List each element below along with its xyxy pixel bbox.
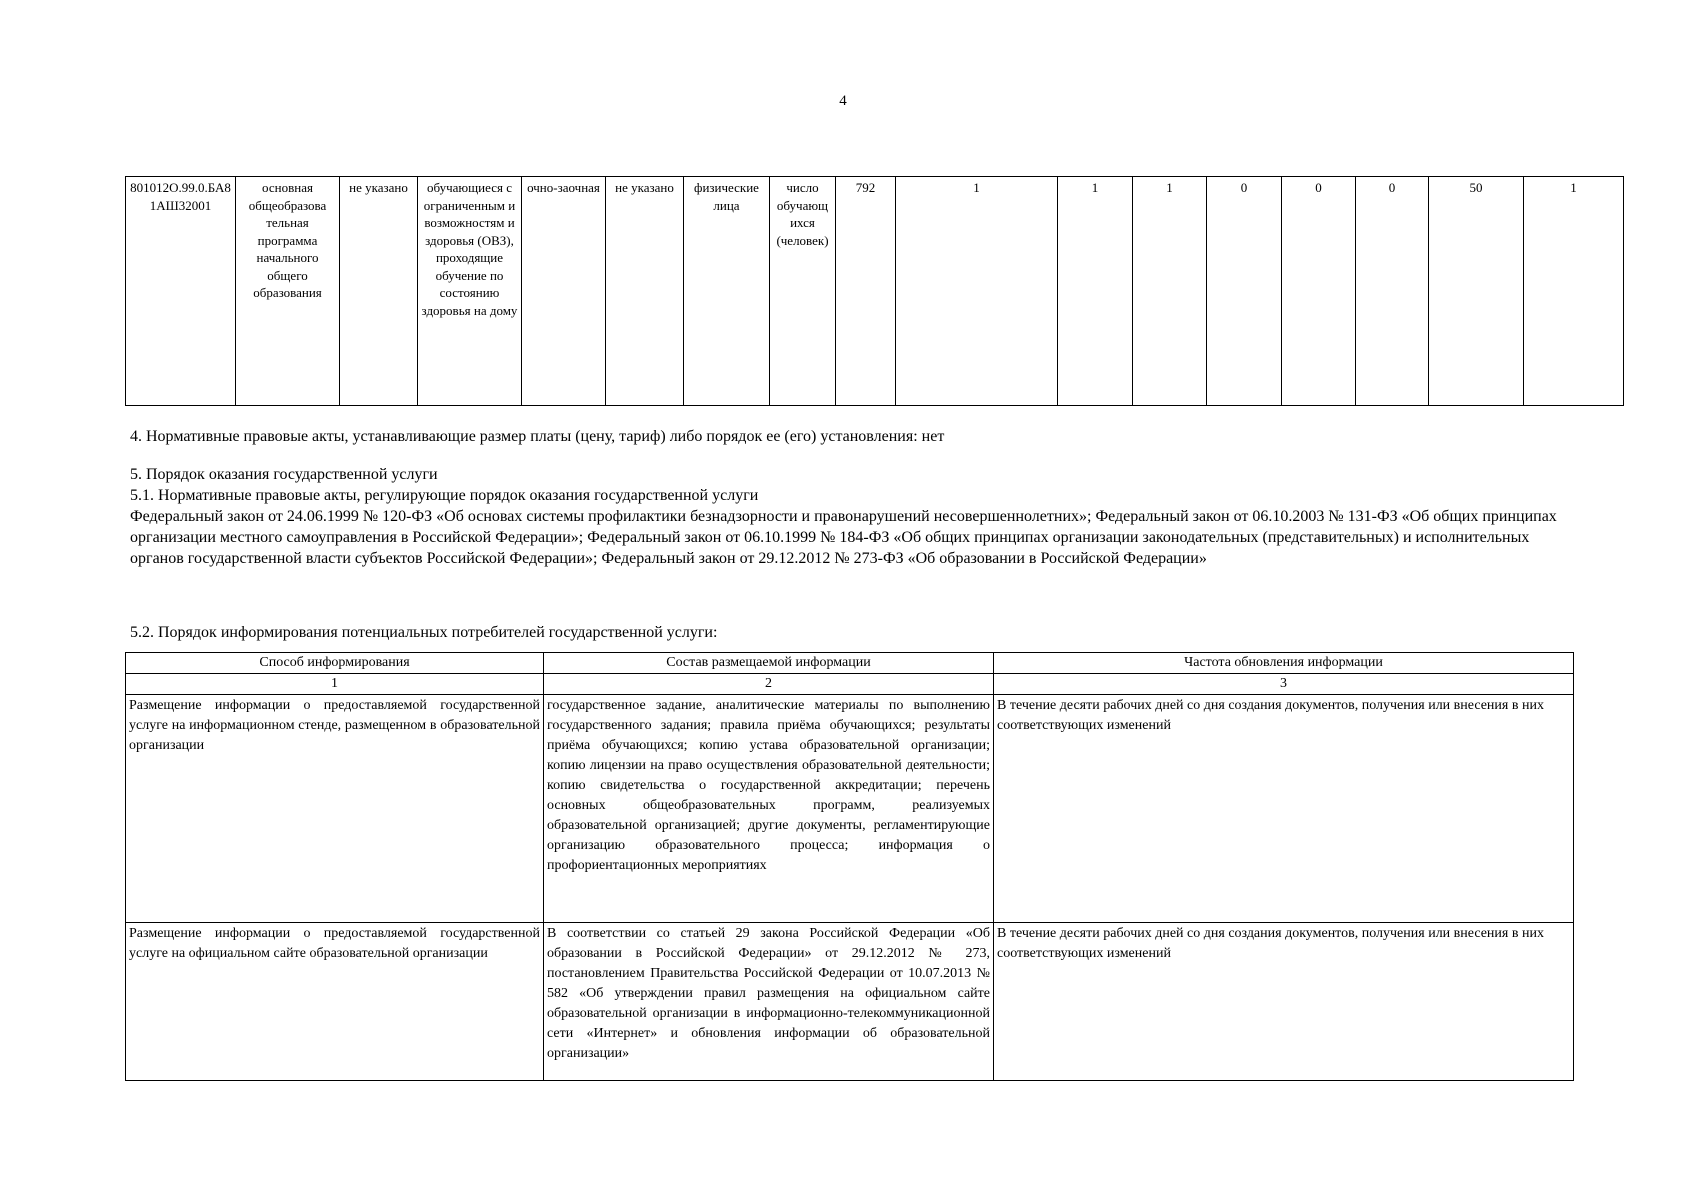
content-cell: государственное задание, аналитические материалы по выполнению государственного задания; правила приёма обучающихся; результаты приёма обучающихся; копию устава образовательной организации; копию лицензии на право осуществления образовательной деятельности; копию свидетельства о государственной аккредитации; перечень основных общеобразовательных программ, реализуемых образовательной организацией; другие документы, регламентирующие организацию образовательного процесса; информация о профориентационных мероприятиях: [544, 695, 994, 923]
table-cell: не указано: [606, 177, 684, 406]
value-cell: 1: [1524, 177, 1624, 406]
category-cell: обучающиеся с ограниченным и возможностям и здоровья (ОВЗ), проходящие обучение по состоянию здоровья на дому: [418, 177, 522, 406]
informing-table: [125, 652, 1574, 1081]
column-header: Способ информирования: [126, 653, 544, 674]
program-cell: основная общеобразова тельная программа начального общего образования: [236, 177, 340, 406]
value-cell: 0: [1282, 177, 1356, 406]
value-cell: 1: [1133, 177, 1207, 406]
table-cell: не указано: [340, 177, 418, 406]
method-cell: Размещение информации о предоставляемой государственной услуге на официальном сайте образовательной организации: [126, 923, 544, 1081]
table-row: [126, 177, 1624, 406]
method-cell: Размещение информации о предоставляемой государственной услуге на информационном стенде, размещенном в образовательной организации: [126, 695, 544, 923]
table-header-row: [126, 653, 1574, 674]
frequency-cell: В течение десяти рабочих дней со дня создания документов, получения или внесения в них соответствующих изменений: [994, 923, 1574, 1081]
table-row: [126, 923, 1574, 1081]
section-5-1-title: 5.1. Нормативные правовые акты, регулирующие порядок оказания государственной услуги: [130, 487, 759, 504]
section-5-title: 5. Порядок оказания государственной услуги: [130, 466, 438, 483]
service-indicators-table: [125, 176, 1624, 406]
column-header: Состав размещаемой информации: [544, 653, 994, 674]
consumer-cell: физические лица: [684, 177, 770, 406]
content-cell: В соответствии со статьей 29 закона Российской Федерации «Об образовании в Российской Федерации» от 29.12.2012 № 273, постановлением Правительства Российской Федерации от 10.07.2013 № 582 «Об утверждении правил размещения на официальном сайте образовательной организации в информационно-телекоммуникационной сети «Интернет» и обновления информации об образовательной организации»: [544, 923, 994, 1081]
column-number: 1: [126, 674, 544, 695]
okei-code-cell: 792: [836, 177, 896, 406]
column-number: 2: [544, 674, 994, 695]
registry-number-cell: 801012О.99.0.БА81АШ32001: [126, 177, 236, 406]
value-cell: 0: [1207, 177, 1282, 406]
column-number-row: [126, 674, 1574, 695]
table-row: [126, 695, 1574, 923]
column-header: Частота обновления информации: [994, 653, 1574, 674]
section-5-1-text: Федеральный закон от 24.06.1999 № 120-ФЗ «Об основах системы профилактики безнадзорности и правонарушений несовершеннолетних»; Федеральный закон от 06.10.2003 № 131-ФЗ «Об общих принципах организации местного самоуправления в Российской Федерации»; Федеральный закон от 06.10.1999 № 184-ФЗ «Об общих принципах организации законодательных (представительных) и исполнительных органов государственной власти субъектов Российской Федерации»; Федеральный закон от 29.12.2012 № 273-ФЗ «Об образовании в Российской Федерации»: [130, 508, 1557, 567]
indicator-cell: число обучающ ихся (человек): [770, 177, 836, 406]
page-number: 4: [839, 93, 847, 109]
value-cell: 0: [1356, 177, 1429, 406]
form-cell: очно-заочная: [522, 177, 606, 406]
frequency-cell: В течение десяти рабочих дней со дня создания документов, получения или внесения в них соответствующих изменений: [994, 695, 1574, 923]
value-cell: 1: [896, 177, 1058, 406]
value-cell: 1: [1058, 177, 1133, 406]
section-4-text: 4. Нормативные правовые акты, устанавливающие размер платы (цену, тариф) либо порядок ее (его) установления: нет: [130, 428, 945, 445]
column-number: 3: [994, 674, 1574, 695]
value-cell: 50: [1429, 177, 1524, 406]
section-5-2-title: 5.2. Порядок информирования потенциальных потребителей государственной услуги:: [130, 624, 718, 641]
